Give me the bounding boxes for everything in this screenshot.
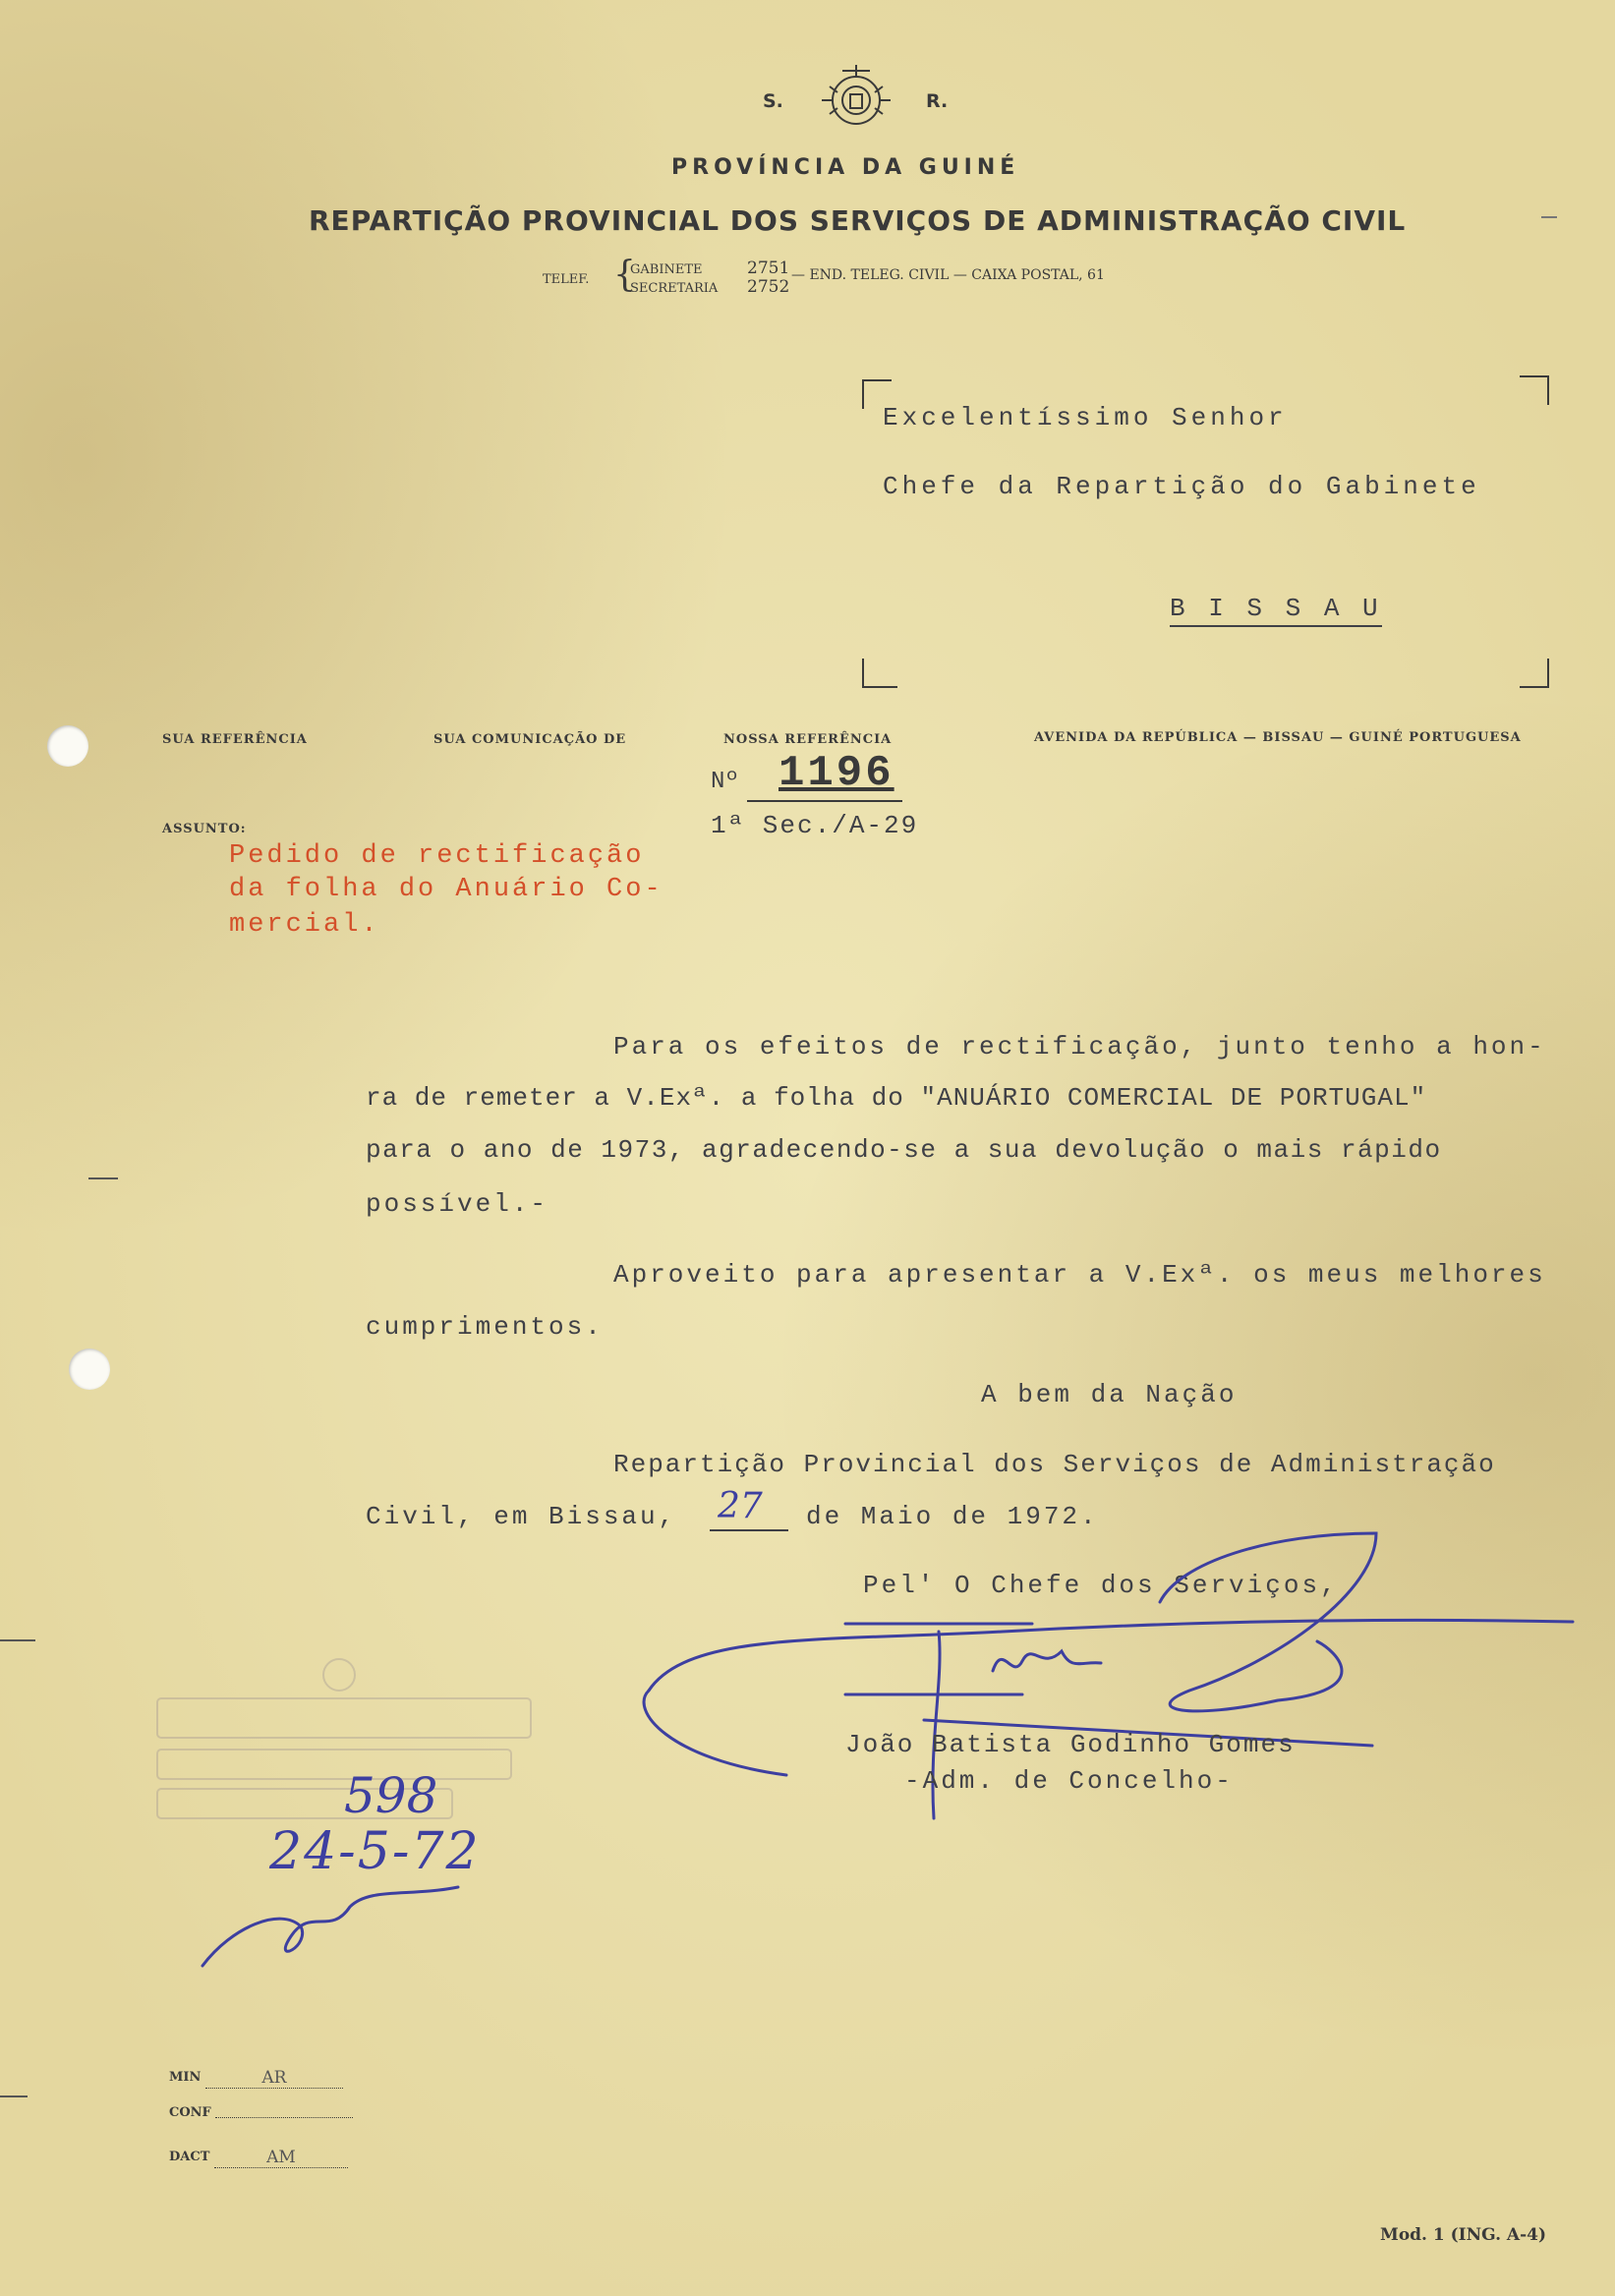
conf-label: CONF — [169, 2105, 211, 2120]
body-p1-line-3: para o ano de 1973, agradecendo-se a sua devolução o mais rápido — [366, 1135, 1442, 1165]
stamp-number: 598 — [344, 1767, 438, 1824]
body-p2-line-1: Aproveito para apresentar a V.Exª. os meus melhores — [613, 1260, 1546, 1290]
window-corner-tr — [1520, 375, 1549, 405]
footer-conf — [169, 2105, 353, 2120]
reference-number: 1196 — [779, 749, 894, 798]
sua-referencia-label: SUA REFERÊNCIA — [162, 732, 308, 747]
gabinete-label: GABINETE — [630, 262, 703, 277]
body-p1-line-4: possível.- — [366, 1189, 549, 1219]
place-line-1: Repartição Provincial dos Serviços de Administração — [613, 1450, 1496, 1479]
dact-dots — [214, 2148, 348, 2168]
sua-comunicacao-label: SUA COMUNICAÇÃO DE — [433, 732, 627, 747]
nossa-referencia-label: NOSSA REFERÊNCIA — [723, 732, 893, 747]
telef-label: TELEF. — [543, 272, 590, 287]
reference-section: 1ª Sec./A-29 — [711, 811, 919, 840]
stamp-initials-scribble — [193, 1867, 468, 1985]
punch-hole-top — [47, 725, 88, 767]
place-line-2-prefix: Civil, em Bissau, — [366, 1502, 677, 1531]
margin-mark-3 — [0, 2095, 28, 2097]
min-value: AR — [261, 2068, 287, 2088]
margin-mark-4 — [1541, 216, 1557, 218]
reference-number-prefix: Nº — [711, 769, 739, 795]
footer-min — [169, 2066, 343, 2087]
subject-label: ASSUNTO: — [162, 822, 247, 836]
secretaria-number: 2752 — [747, 277, 790, 297]
signoff-line: Pel' O Chefe dos Serviços, — [863, 1571, 1339, 1600]
margin-mark-2 — [0, 1639, 35, 1641]
window-corner-br — [1520, 659, 1549, 688]
place-line-2-suffix: de Maio de 1972. — [806, 1502, 1099, 1531]
reference-underline — [747, 800, 902, 802]
model-label: Mod. 1 (ING. A-4) — [1380, 2225, 1547, 2245]
signer-name: João Batista Godinho Gomes — [845, 1730, 1296, 1759]
min-label: MIN — [169, 2070, 202, 2085]
subject-line-1: Pedido de rectificação — [229, 841, 645, 871]
margin-mark-1 — [88, 1177, 118, 1179]
subject-line-3: mercial. — [229, 910, 380, 940]
dact-label: DACT — [169, 2150, 210, 2164]
header-r-letter: R. — [926, 90, 949, 112]
body-p1-line-1: Para os efeitos de rectificação, junto tenho a hon- — [613, 1032, 1546, 1062]
closing-line: A bem da Nação — [981, 1380, 1238, 1409]
header-s-letter: S. — [763, 90, 783, 112]
punch-hole-bottom — [69, 1349, 110, 1390]
gabinete-number: 2751 — [747, 258, 790, 278]
addressee-line-2: Chefe da Repartição do Gabinete — [883, 472, 1480, 501]
secretaria-label: SECRETARIA — [630, 281, 719, 296]
brace: { — [613, 255, 636, 295]
window-corner-bl — [862, 659, 897, 688]
signer-title: -Adm. de Concelho- — [904, 1766, 1234, 1796]
body-p2-line-2: cumprimentos. — [366, 1312, 604, 1342]
min-dots — [205, 2068, 343, 2089]
body-p1-line-2: ra de remeter a V.Exª. a folha do "ANUÁRIO COMERCIAL DE PORTUGAL" — [366, 1083, 1427, 1113]
stamp-date: 24-5-72 — [269, 1822, 481, 1881]
province-title: PROVÍNCIA DA GUINÉ — [671, 155, 1020, 180]
department-title: REPARTIÇÃO PROVINCIAL DOS SERVIÇOS DE ADMINISTRAÇÃO CIVIL — [309, 204, 1407, 237]
date-day: 27 — [718, 1486, 763, 1526]
contact-tail: — END. TELEG. CIVIL — CAIXA POSTAL, 61 — [791, 267, 1105, 283]
dact-value: AM — [266, 2148, 296, 2167]
coat-of-arms-icon — [810, 61, 902, 136]
addressee-line-1: Excelentíssimo Senhor — [883, 403, 1288, 432]
conf-dots — [215, 2117, 353, 2118]
subject-line-2: da folha do Anuário Co- — [229, 875, 663, 904]
addressee-city: B I S S A U — [1170, 594, 1382, 627]
address-label: AVENIDA DA REPÚBLICA — BISSAU — GUINÉ PORTUGUESA — [1034, 730, 1522, 745]
footer-dact — [169, 2146, 348, 2166]
